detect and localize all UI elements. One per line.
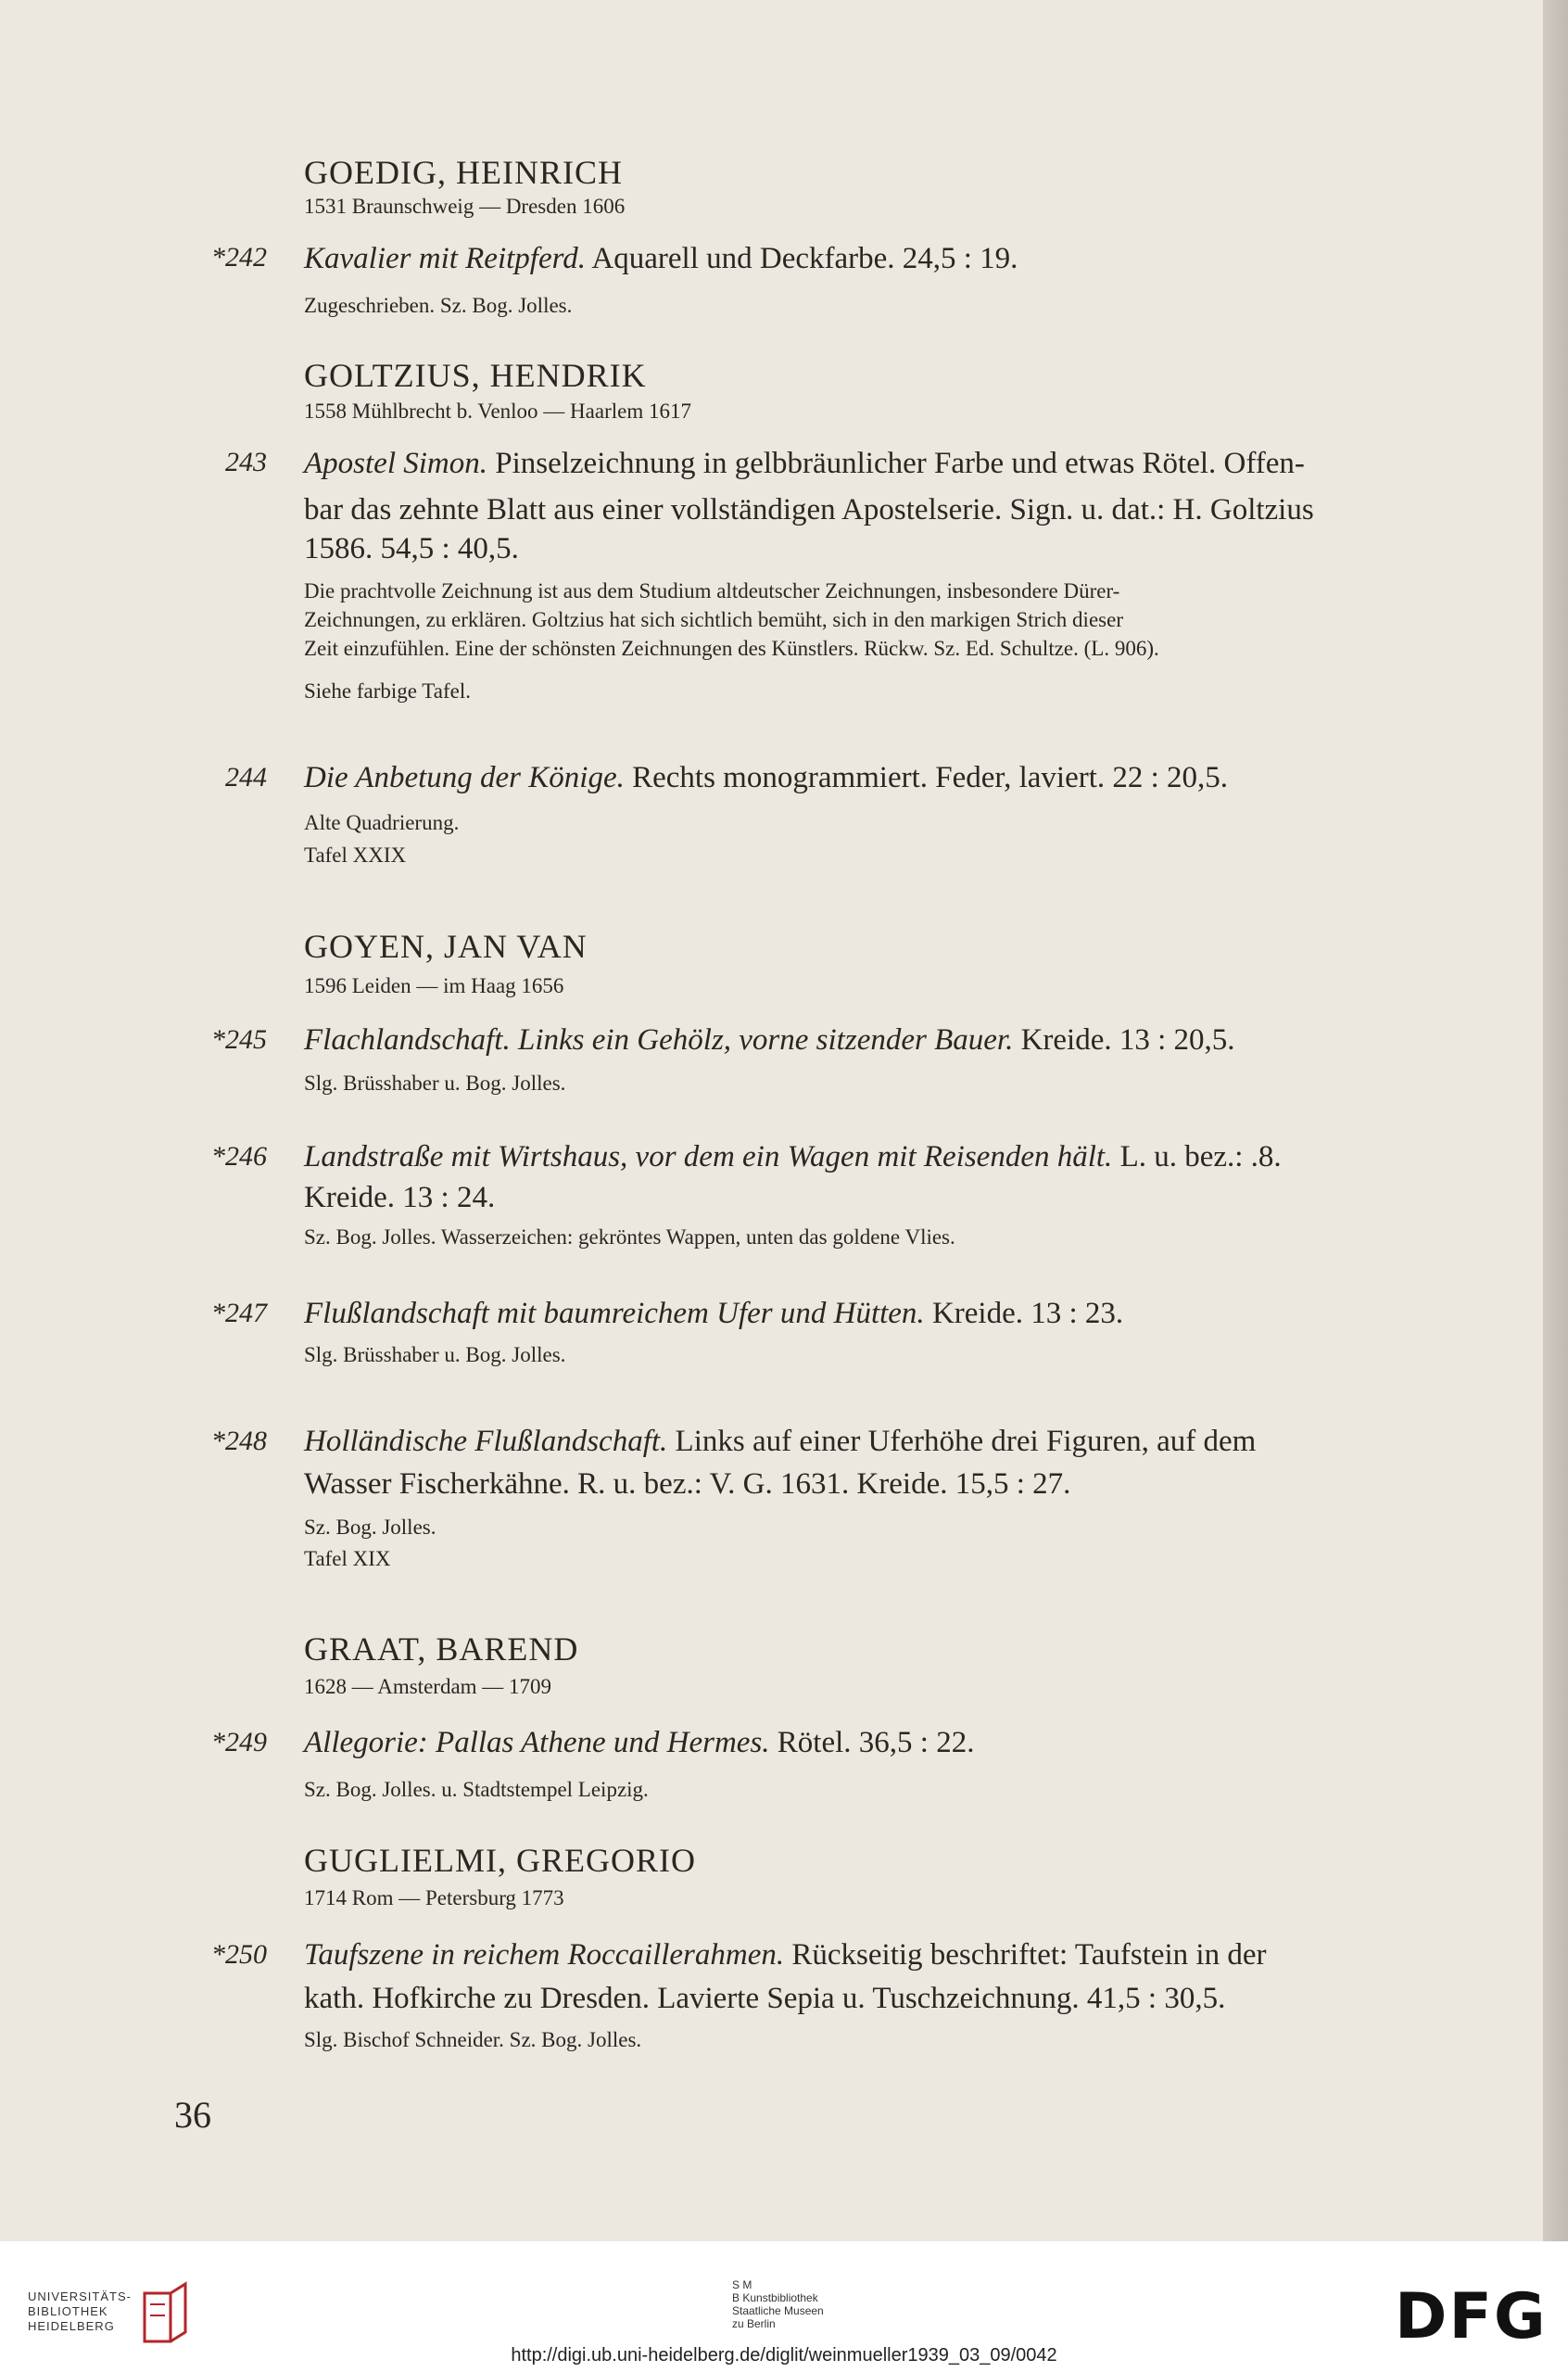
source-url-link[interactable]: http://digi.ub.uni-heidelberg.de/diglit/weinmueller1939_03_09/0042 (511, 2345, 1057, 2366)
catalog-number: *248 (211, 1426, 267, 1456)
entry-text: Links auf einer Uferhöhe drei Figuren, auf dem (667, 1425, 1257, 1458)
entry-line: bar das zehnte Blatt aus einer vollständigen Apostelserie. Sign. u. dat.: H. Goltzius (304, 493, 1314, 526)
catalog-entry (304, 1019, 1525, 1061)
kb-line: zu Berlin (732, 2317, 776, 2330)
ub-line: BIBLIOTHEK (28, 2304, 108, 2318)
artist-heading: GRAAT, BAREND (304, 1630, 579, 1668)
entry-note: Tafel XXIX (304, 844, 407, 867)
entry-text: Kreide. 13 : 23. (924, 1297, 1124, 1330)
entry-title: Allegorie: Pallas Athene und Hermes. (304, 1726, 770, 1759)
catalog-entry (304, 1420, 1525, 1463)
entry-note: Tafel XIX (304, 1547, 391, 1570)
entry-note: Sz. Bog. Jolles. Wasserzeichen: gekröntes Wappen, unten das goldene Vlies. (304, 1225, 955, 1249)
artist-dates: 1628 — Amsterdam — 1709 (304, 1675, 552, 1698)
entry-title: Flußlandschaft mit baumreichem Ufer und Hütten. (304, 1297, 925, 1330)
entry-note: Alte Quadrierung. (304, 811, 460, 834)
catalog-entry (304, 1292, 1525, 1335)
artist-heading: GOLTZIUS, HENDRIK (304, 357, 647, 394)
entry-title: Taufszene in reichem Roccaillerahmen. (304, 1938, 785, 1972)
entry-text: Rückseitig beschriftet: Taufstein in der (784, 1938, 1267, 1972)
catalog-entry (304, 442, 1525, 485)
catalog-number: 244 (225, 762, 267, 793)
entry-text: Pinselzeichnung in gelbbräunlicher Farbe und etwas Rötel. Offen- (487, 447, 1305, 480)
artist-dates: 1558 Mühlbrecht b. Venloo — Haarlem 1617 (304, 400, 691, 423)
ub-line: HEIDELBERG (28, 2319, 115, 2333)
page-edge (1543, 0, 1568, 2241)
entry-line: Wasser Fischerkähne. R. u. bez.: V. G. 1631. Kreide. 15,5 : 27. (304, 1467, 1071, 1501)
catalog-number: 243 (225, 447, 267, 477)
artist-heading: GOYEN, JAN VAN (304, 928, 588, 965)
catalog-number: *247 (211, 1298, 267, 1328)
entry-text: Kreide. 13 : 20,5. (1013, 1023, 1235, 1057)
entry-title: Die Anbetung der Könige. (304, 761, 625, 794)
catalog-entry (304, 1934, 1525, 1976)
entry-paragraph-line: Zeit einzufühlen. Eine der schönsten Zeichnungen des Künstlers. Rückw. Sz. Ed. Schultze. (L. 906). (304, 637, 1159, 660)
entry-paragraph-line: Zeichnungen, zu erklären. Goltzius hat sich sichtlich bemüht, sich in den markigen Strich dieser (304, 608, 1123, 631)
artist-heading: GUGLIELMI, GREGORIO (304, 1842, 696, 1879)
entry-text: L. u. bez.: .8. (1112, 1140, 1282, 1173)
catalog-entry (304, 1135, 1525, 1178)
catalog-number: *249 (211, 1727, 267, 1757)
catalog-entry (304, 1721, 1525, 1764)
kb-line: Staatliche Museen (732, 2304, 824, 2317)
ub-heidelberg-logo-icon (139, 2280, 195, 2354)
kb-line: B Kunstbibliothek (732, 2291, 818, 2304)
entry-note: Slg. Brüsshaber u. Bog. Jolles. (304, 1343, 566, 1366)
entry-paragraph-line: Die prachtvolle Zeichnung ist aus dem Studium altdeutscher Zeichnungen, insbesondere Dürer- (304, 579, 1120, 603)
catalog-entry (304, 237, 1525, 280)
entry-title: Flachlandschaft. Links ein Gehölz, vorne sitzender Bauer. (304, 1023, 1014, 1057)
entry-title: Holländische Flußlandschaft. (304, 1425, 668, 1458)
entry-line: kath. Hofkirche zu Dresden. Lavierte Sepia u. Tuschzeichnung. 41,5 : 30,5. (304, 1982, 1226, 2015)
artist-heading: GOEDIG, HEINRICH (304, 154, 623, 191)
entry-line: 1586. 54,5 : 40,5. (304, 532, 519, 565)
entry-text: Rechts monogrammiert. Feder, laviert. 22 : 20,5. (624, 761, 1229, 794)
entry-text: Rötel. 36,5 : 22. (769, 1726, 975, 1759)
entry-note: Slg. Brüsshaber u. Bog. Jolles. (304, 1072, 566, 1095)
entry-title: Landstraße mit Wirtshaus, vor dem ein Wagen mit Reisenden hält. (304, 1140, 1113, 1173)
catalog-entry (304, 756, 1525, 799)
kb-line: S M (732, 2278, 752, 2291)
catalog-number: *242 (211, 242, 267, 273)
entry-title: Apostel Simon. (304, 447, 487, 480)
entry-line: Kreide. 13 : 24. (304, 1181, 496, 1214)
catalog-number: *250 (211, 1939, 267, 1970)
kunstbibliothek-label (732, 2278, 824, 2330)
entry-note: Sz. Bog. Jolles. (304, 1516, 436, 1539)
catalog-number: *246 (211, 1141, 267, 1172)
entry-note: Sz. Bog. Jolles. u. Stadtstempel Leipzig. (304, 1778, 649, 1801)
ub-heidelberg-label (28, 2290, 132, 2334)
catalog-number: *245 (211, 1024, 267, 1055)
artist-dates: 1531 Braunschweig — Dresden 1606 (304, 195, 626, 218)
entry-text: Aquarell und Deckfarbe. 24,5 : 19. (585, 242, 1018, 275)
artist-dates: 1714 Rom — Petersburg 1773 (304, 1886, 564, 1909)
artist-dates: 1596 Leiden — im Haag 1656 (304, 974, 564, 997)
entry-title: Kavalier mit Reitpferd. (304, 242, 586, 275)
entry-note: Siehe farbige Tafel. (304, 679, 471, 703)
entry-note: Zugeschrieben. Sz. Bog. Jolles. (304, 294, 573, 317)
entry-note: Slg. Bischof Schneider. Sz. Bog. Jolles. (304, 2028, 642, 2051)
dfg-logo: DFG (1395, 2280, 1548, 2353)
ub-line: UNIVERSITÄTS- (28, 2290, 132, 2303)
page-number: 36 (174, 2094, 211, 2136)
